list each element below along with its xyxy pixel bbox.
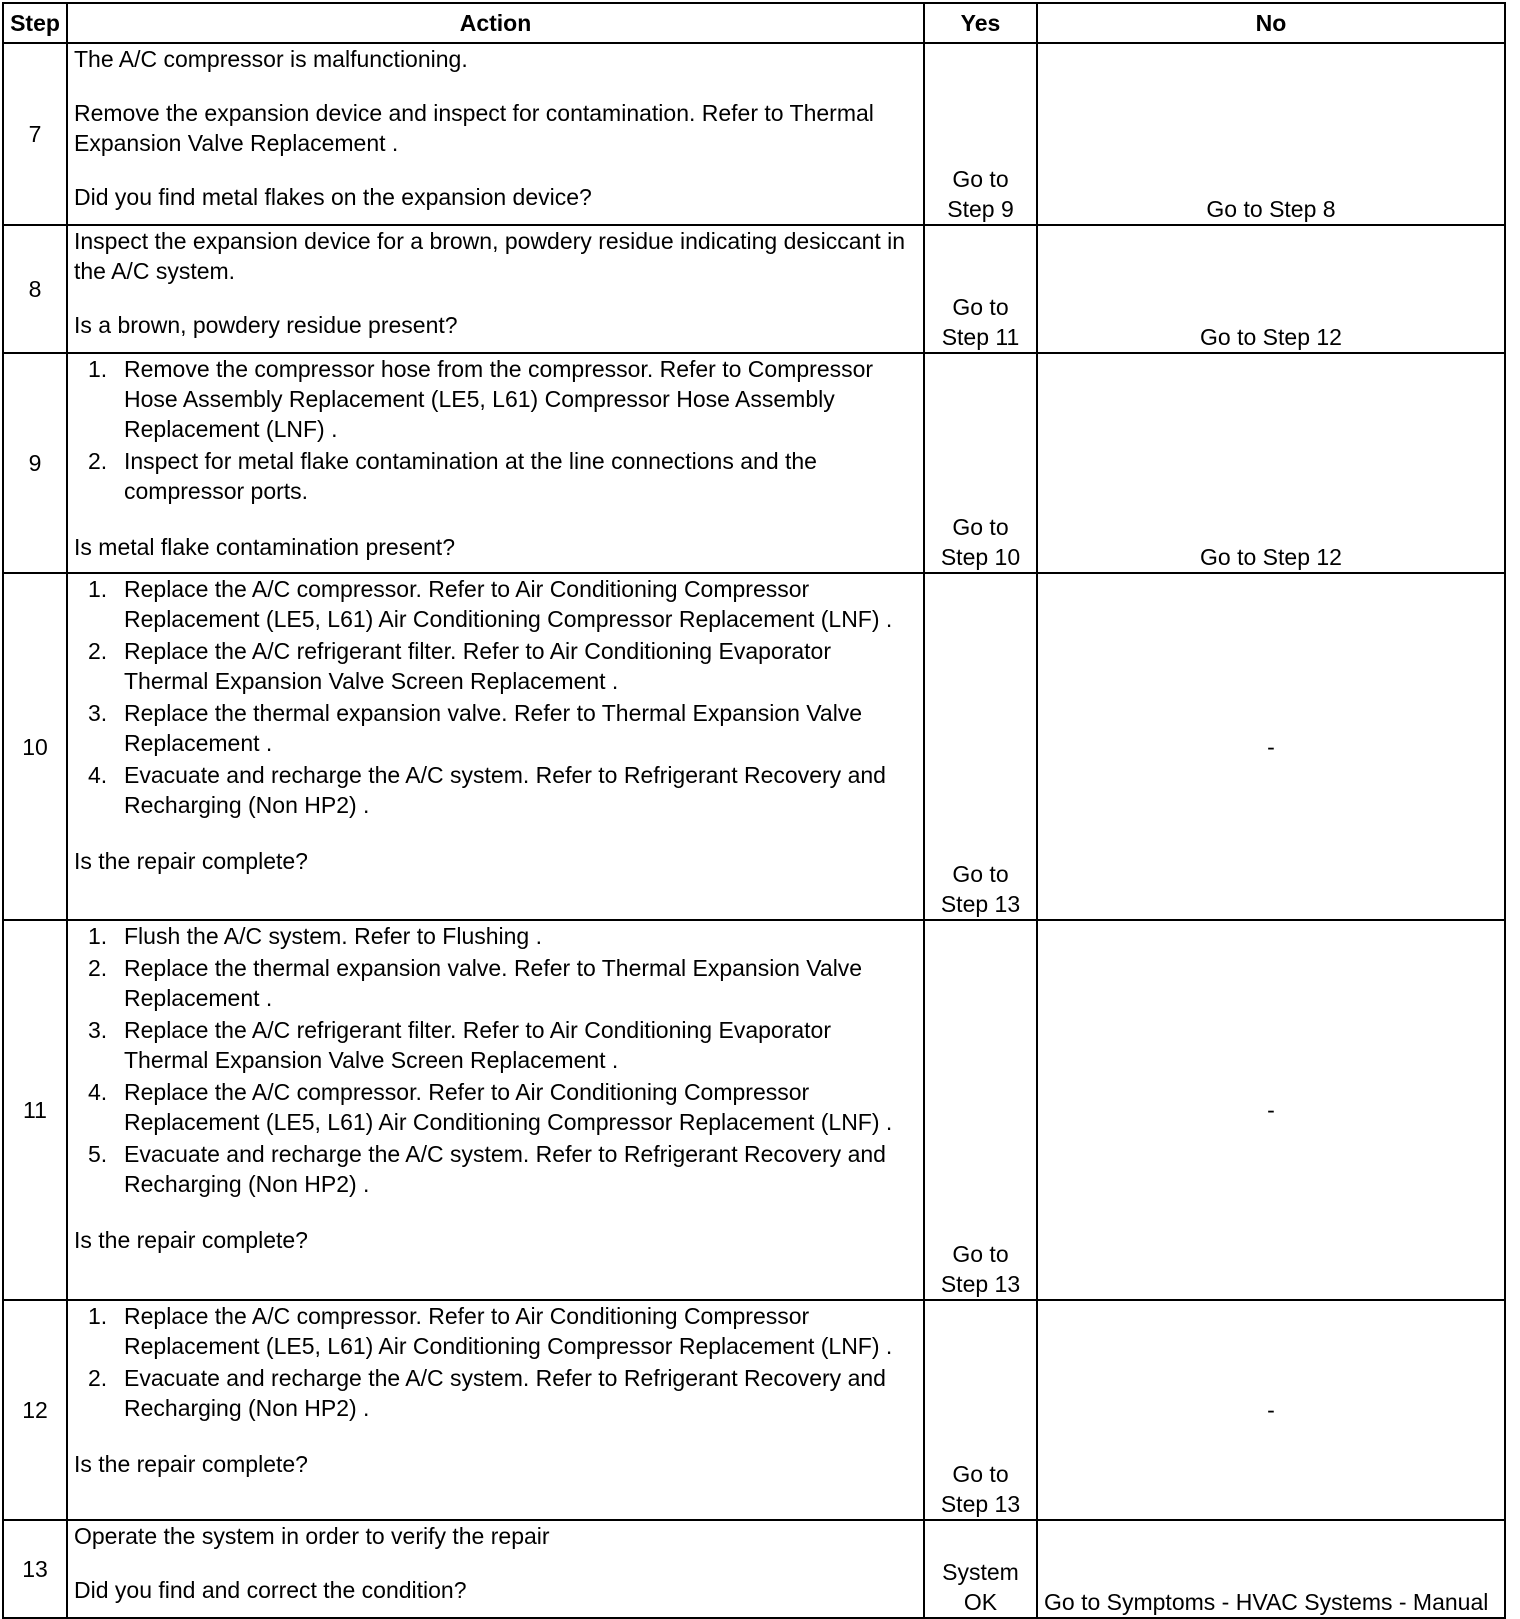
action-text: Operate the system in order to verify the repair	[74, 1523, 550, 1549]
list-item-text: Evacuate and recharge the A/C system. Refer to Refrigerant Recovery and Recharging (Non HP2) .	[124, 1365, 886, 1421]
yes-text: Go to	[952, 514, 1009, 540]
list-item: 3. Replace the thermal expansion valve. Refer to Thermal Expansion Valve Replacement .	[88, 700, 863, 756]
yes-text: System	[942, 1559, 1019, 1585]
yes-text: Step 13	[940, 1491, 1021, 1517]
list-item: 1. Remove the compressor hose from the compressor. Refer to Compressor Hose Assembly Replacement (LE5, L61) Compressor Hose Assembly Replacement (LNF) .	[88, 356, 874, 442]
list-item-text: Inspect for metal flake contamination at the line connections and the compressor ports.	[124, 448, 817, 504]
yes-cell	[924, 43, 1037, 225]
list-item: 4. Evacuate and recharge the A/C system. Refer to Refrigerant Recovery and Recharging (Non HP2) .	[88, 762, 886, 818]
header-action: Action	[67, 3, 924, 43]
table-row-step-12	[3, 1300, 1505, 1520]
yes-text: Go to	[952, 1461, 1009, 1487]
action-text: The A/C compressor is malfunctioning.	[74, 46, 468, 72]
action-list	[74, 1301, 917, 1423]
table-row-step-7	[3, 43, 1505, 225]
list-item: 3. Replace the A/C refrigerant filter. Refer to Air Conditioning Evaporator Thermal Expansion Valve Screen Replacement .	[88, 1017, 831, 1073]
action-question: Is the repair complete?	[74, 1451, 308, 1477]
yes-text: Step 13	[940, 891, 1021, 917]
list-item: 2. Replace the A/C refrigerant filter. Refer to Air Conditioning Evaporator Thermal Expansion Valve Screen Replacement .	[88, 638, 831, 694]
action-question: Did you find and correct the condition?	[74, 1577, 467, 1603]
action-list	[74, 574, 917, 820]
yes-cell	[924, 920, 1037, 1300]
step-number: 10	[3, 573, 67, 920]
yes-text: Go to	[952, 294, 1009, 320]
header-step: Step	[3, 3, 67, 43]
step-number: 8	[3, 225, 67, 353]
list-item: 2. Evacuate and recharge the A/C system. Refer to Refrigerant Recovery and Recharging (Non HP2) .	[88, 1365, 886, 1421]
no-cell: -	[1037, 573, 1505, 920]
header-yes: Yes	[924, 3, 1037, 43]
yes-text: Step 9	[947, 196, 1014, 222]
list-item-text: Evacuate and recharge the A/C system. Refer to Refrigerant Recovery and Recharging (Non HP2) .	[124, 762, 886, 818]
yes-text: Go to	[952, 1241, 1009, 1267]
action-cell	[67, 43, 924, 225]
action-text: Inspect the expansion device for a brown, powdery residue indicating desiccant in the A/C system.	[74, 228, 906, 284]
table-row-step-9	[3, 353, 1505, 573]
yes-cell	[924, 353, 1037, 573]
header-row	[3, 3, 1505, 43]
step-number: 13	[3, 1520, 67, 1618]
table-row-step-13	[3, 1520, 1505, 1618]
list-item-text: Replace the thermal expansion valve. Refer to Thermal Expansion Valve Replacement .	[124, 955, 863, 1011]
list-item-text: Flush the A/C system. Refer to Flushing .	[124, 923, 542, 949]
list-item: 1. Replace the A/C compressor. Refer to Air Conditioning Compressor Replacement (LE5, L61) Air Conditioning Compressor Replacement (LNF) .	[88, 576, 893, 632]
action-question: Is metal flake contamination present?	[74, 534, 455, 560]
action-cell	[67, 573, 924, 920]
list-item-text: Replace the A/C compressor. Refer to Air Conditioning Compressor Replacement (LE5, L61) Air Conditioning Compressor Replacement (LNF) .	[124, 576, 893, 632]
no-cell: -	[1037, 920, 1505, 1300]
action-question: Is a brown, powdery residue present?	[74, 312, 458, 338]
action-list	[74, 921, 917, 1199]
yes-cell	[924, 573, 1037, 920]
action-list	[74, 354, 917, 506]
yes-cell	[924, 1520, 1037, 1618]
action-cell	[67, 1300, 924, 1520]
step-number: 9	[3, 353, 67, 573]
yes-text: Step 10	[940, 544, 1021, 570]
action-text: Remove the expansion device and inspect for contamination. Refer to Thermal Expansion Valve Replacement .	[74, 100, 874, 156]
list-item: 4. Replace the A/C compressor. Refer to Air Conditioning Compressor Replacement (LE5, L61) Air Conditioning Compressor Replacement (LNF) .	[88, 1079, 893, 1135]
list-item-text: Replace the A/C refrigerant filter. Refer to Air Conditioning Evaporator Thermal Expansion Valve Screen Replacement .	[124, 1017, 831, 1073]
list-item: 5. Evacuate and recharge the A/C system. Refer to Refrigerant Recovery and Recharging (Non HP2) .	[88, 1141, 886, 1197]
header-no: No	[1037, 3, 1505, 43]
table-row-step-11	[3, 920, 1505, 1300]
action-cell	[67, 225, 924, 353]
action-question: Did you find metal flakes on the expansion device?	[74, 184, 592, 210]
action-question: Is the repair complete?	[74, 1227, 308, 1253]
step-number: 7	[3, 43, 67, 225]
yes-cell	[924, 225, 1037, 353]
action-cell	[67, 1520, 924, 1618]
list-item: 1. Replace the A/C compressor. Refer to Air Conditioning Compressor Replacement (LE5, L61) Air Conditioning Compressor Replacement (LNF) .	[88, 1303, 893, 1359]
step-number: 12	[3, 1300, 67, 1520]
diagnostic-table	[2, 2, 1506, 1619]
no-cell: -	[1037, 1300, 1505, 1520]
no-cell: Go to Symptoms - HVAC Systems - Manual	[1037, 1520, 1505, 1618]
step-number: 11	[3, 920, 67, 1300]
list-item-text: Replace the A/C compressor. Refer to Air Conditioning Compressor Replacement (LE5, L61) Air Conditioning Compressor Replacement (LNF) .	[124, 1303, 893, 1359]
yes-text: Step 11	[941, 324, 1020, 350]
list-item-text: Remove the compressor hose from the compressor. Refer to Compressor Hose Assembly Replacement (LE5, L61) Compressor Hose Assembly Replacement (LNF) .	[124, 356, 874, 442]
list-item-text: Replace the A/C refrigerant filter. Refer to Air Conditioning Evaporator Thermal Expansion Valve Screen Replacement .	[124, 638, 831, 694]
yes-text: Step 13	[940, 1271, 1021, 1297]
yes-text: Go to	[952, 861, 1009, 887]
table-row-step-10	[3, 573, 1505, 920]
list-item-text: Evacuate and recharge the A/C system. Refer to Refrigerant Recovery and Recharging (Non HP2) .	[124, 1141, 886, 1197]
no-cell: Go to Step 8	[1037, 43, 1505, 225]
list-item-text: Replace the A/C compressor. Refer to Air Conditioning Compressor Replacement (LE5, L61) Air Conditioning Compressor Replacement (LNF) .	[124, 1079, 893, 1135]
list-item: 2. Inspect for metal flake contamination at the line connections and the compressor ports.	[88, 448, 817, 504]
list-item-text: Replace the thermal expansion valve. Refer to Thermal Expansion Valve Replacement .	[124, 700, 863, 756]
yes-text: Go to	[952, 166, 1009, 192]
yes-cell	[924, 1300, 1037, 1520]
list-item: 1. Flush the A/C system. Refer to Flushing .	[88, 923, 542, 949]
action-cell	[67, 353, 924, 573]
table-row-step-8	[3, 225, 1505, 353]
no-cell: Go to Step 12	[1037, 225, 1505, 353]
yes-text: OK	[963, 1589, 998, 1615]
action-cell	[67, 920, 924, 1300]
list-item: 2. Replace the thermal expansion valve. Refer to Thermal Expansion Valve Replacement .	[88, 955, 863, 1011]
action-question: Is the repair complete?	[74, 848, 308, 874]
no-cell: Go to Step 12	[1037, 353, 1505, 573]
